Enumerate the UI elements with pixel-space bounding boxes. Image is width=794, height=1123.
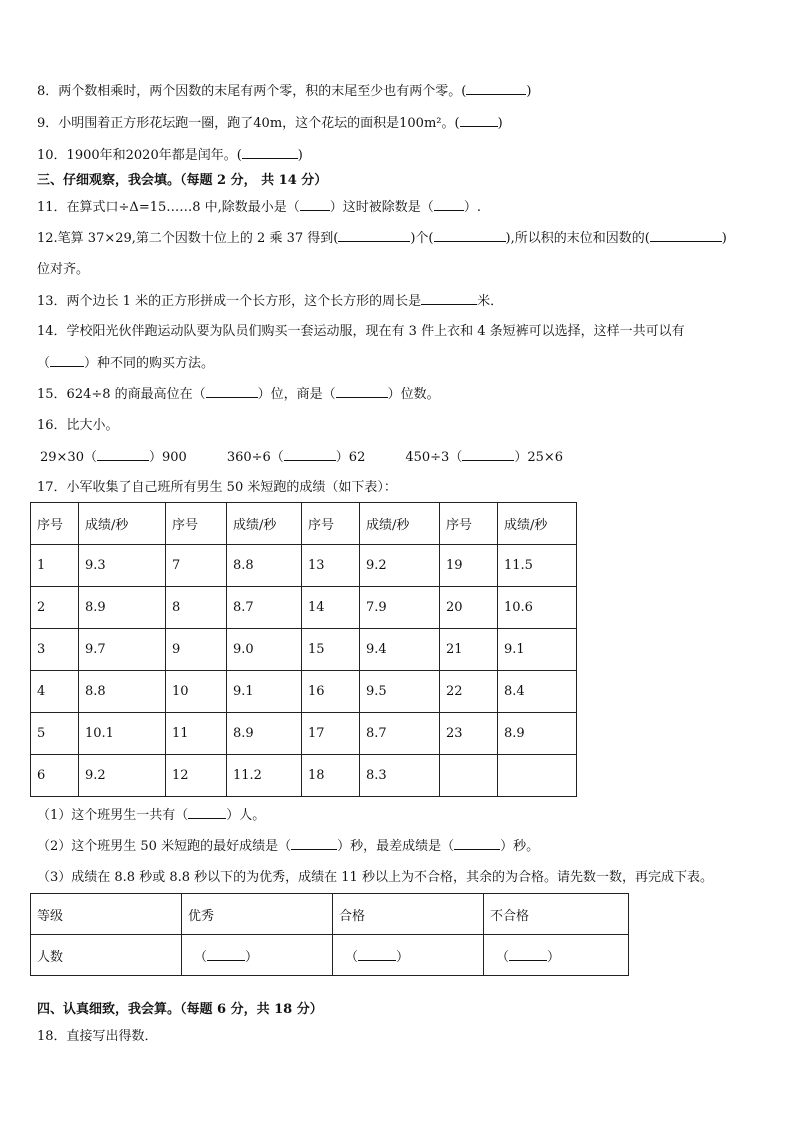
score-table — [30, 502, 577, 797]
table-cell: 19 — [440, 545, 498, 587]
table-cell: 8.8 — [227, 545, 302, 587]
table-cell: 10.6 — [498, 587, 577, 629]
table-header-row — [31, 503, 577, 545]
compare-3: 450÷3（ ）25×6 — [405, 450, 564, 465]
table-cell: 2 — [31, 587, 79, 629]
answer-blank-12c[interactable] — [650, 229, 722, 242]
table-header-cell: 不合格 — [484, 894, 629, 935]
table-cell: 9.2 — [79, 755, 166, 797]
question-11: 11．在算式口÷Δ=15……8 中,除数最小是（ ）这时被除数是（ ）. — [37, 200, 481, 215]
answer-blank-17-2a[interactable] — [291, 837, 337, 850]
table-cell: 9.4 — [360, 629, 440, 671]
table-cell: 4 — [31, 671, 79, 713]
table-cell: 6 — [31, 755, 79, 797]
table-header-cell: 序号 — [31, 503, 79, 545]
answer-blank-16c[interactable] — [462, 448, 514, 461]
answer-blank[interactable] — [358, 948, 396, 961]
question-17-2: （2）这个班男生 50 米短跑的最好成绩是（ ）秒，最差成绩是（ ）秒。 — [37, 839, 540, 854]
table-cell: 8.3 — [360, 755, 440, 797]
table-cell: 3 — [31, 629, 79, 671]
question-16: 16．比大小。 — [37, 418, 119, 433]
table-header-cell: 序号 — [166, 503, 227, 545]
table-cell: 8.7 — [360, 713, 440, 755]
question-15: 15．624÷8 的商最高位在（ ）位，商是（ ）位数。 — [37, 387, 440, 402]
answer-blank-12a[interactable] — [338, 229, 410, 242]
table-cell: 22 — [440, 671, 498, 713]
answer-blank-17-2b[interactable] — [454, 837, 500, 850]
table-cell: 11 — [166, 713, 227, 755]
table-cell: 15 — [302, 629, 360, 671]
question-12: 12.笔算 37×29,第二个因数十位上的 2 乘 37 得到( )个( ),所以积的末位和因数的( ) — [37, 231, 727, 246]
table-header-cell: 成绩/秒 — [498, 503, 577, 545]
table-cell: 8.8 — [79, 671, 166, 713]
table-cell — [498, 755, 577, 797]
answer-blank[interactable] — [207, 948, 245, 961]
table-header-row — [31, 894, 629, 935]
section-3-heading: 三、仔细观察，我会填。（每题 2 分， 共 14 分） — [37, 173, 328, 188]
table-cell: 18 — [302, 755, 360, 797]
table-header-cell: 成绩/秒 — [360, 503, 440, 545]
table-row — [31, 935, 629, 976]
table-cell: 23 — [440, 713, 498, 755]
question-17-1: （1）这个班男生一共有（ ）人。 — [37, 808, 266, 823]
table-cell: 5 — [31, 713, 79, 755]
answer-blank-13[interactable] — [421, 292, 477, 305]
answer-blank-15a[interactable] — [206, 385, 258, 398]
table-cell: 9 — [166, 629, 227, 671]
answer-blank[interactable] — [509, 948, 547, 961]
table-cell: 9.1 — [227, 671, 302, 713]
question-14-cont: （ ）种不同的购买方法。 — [37, 356, 215, 371]
question-12-cont: 位对齐。 — [37, 262, 90, 277]
table-row — [31, 587, 577, 629]
answer-blank-15b[interactable] — [336, 385, 388, 398]
table-cell: 9.0 — [227, 629, 302, 671]
table-cell: 10.1 — [79, 713, 166, 755]
grade-table — [30, 893, 629, 976]
section-4-heading: 四、认真细致，我会算。（每题 6 分，共 18 分） — [37, 1002, 323, 1017]
table-cell: 12 — [166, 755, 227, 797]
compare-1: 29×30（ ）900 — [40, 450, 187, 465]
table-cell: 8.7 — [227, 587, 302, 629]
question-18: 18．直接写出得数． — [37, 1029, 158, 1044]
table-row — [31, 545, 577, 587]
table-header-cell: 等级 — [31, 894, 182, 935]
compare-2: 360÷6（ ）62 — [226, 450, 366, 465]
answer-blank-12b[interactable] — [434, 229, 506, 242]
answer-blank-17-1[interactable] — [188, 806, 226, 819]
table-cell: 8.9 — [498, 713, 577, 755]
table-cell: 21 — [440, 629, 498, 671]
table-cell: 7 — [166, 545, 227, 587]
table-cell: 9.7 — [79, 629, 166, 671]
table-cell: 7.9 — [360, 587, 440, 629]
question-13: 13．两个边长 1 米的正方形拼成一个长方形，这个长方形的周长是 米． — [37, 294, 504, 309]
table-cell: 10 — [166, 671, 227, 713]
question-17: 17．小军收集了自己班所有男生 50 米短跑的成绩（如下表）： — [37, 480, 397, 495]
table-cell: 8.9 — [79, 587, 166, 629]
table-cell: 9.2 — [360, 545, 440, 587]
question-9: 9．小明围着正方形花坛跑一圈，跑了40m，这个花坛的面积是100m²。( ) — [37, 116, 503, 131]
answer-blank-10[interactable] — [242, 146, 298, 159]
table-header-cell: 优秀 — [182, 894, 333, 935]
answer-blank-14[interactable] — [50, 354, 84, 367]
table-row — [31, 671, 577, 713]
table-cell: 14 — [302, 587, 360, 629]
question-14: 14．学校阳光伙伴跑运动队要为队员们购买一套运动服，现在有 3 件上衣和 4 条短裤可以选择，这样一共可以有 — [37, 324, 685, 339]
question-10: 10．1900年和2020年都是闰年。( ) — [37, 148, 303, 163]
table-cell: 9.1 — [498, 629, 577, 671]
table-cell: 人数 — [31, 935, 182, 976]
answer-blank-8[interactable] — [466, 82, 526, 95]
table-cell — [440, 755, 498, 797]
table-cell: 11.5 — [498, 545, 577, 587]
table-cell: 8.9 — [227, 713, 302, 755]
grade-answer-excellent[interactable]: （ ） — [182, 935, 333, 976]
answer-blank-9[interactable] — [460, 114, 498, 127]
table-row — [31, 755, 577, 797]
table-cell: 1 — [31, 545, 79, 587]
question-17-3: （3）成绩在 8.8 秒或 8.8 秒以下的为优秀，成绩在 11 秒以上为不合格，其余的为合格。请先数一数，再完成下表。 — [37, 870, 713, 885]
compare-row — [40, 448, 563, 467]
answer-blank-11a[interactable] — [300, 198, 330, 211]
question-8: 8．两个数相乘时，两个因数的末尾有两个零，积的末尾至少也有两个零。( ) — [37, 84, 532, 99]
table-cell: 11.2 — [227, 755, 302, 797]
table-header-cell: 序号 — [302, 503, 360, 545]
table-cell: 13 — [302, 545, 360, 587]
table-header-cell: 成绩/秒 — [79, 503, 166, 545]
answer-blank-16b[interactable] — [284, 448, 336, 461]
table-row — [31, 713, 577, 755]
grade-answer-fail[interactable]: （ ） — [484, 935, 629, 976]
table-header-cell: 成绩/秒 — [227, 503, 302, 545]
grade-answer-pass[interactable]: （ ） — [333, 935, 484, 976]
table-cell: 9.3 — [79, 545, 166, 587]
table-header-cell: 序号 — [440, 503, 498, 545]
table-cell: 20 — [440, 587, 498, 629]
table-header-cell: 合格 — [333, 894, 484, 935]
table-cell: 8 — [166, 587, 227, 629]
table-row — [31, 629, 577, 671]
answer-blank-11b[interactable] — [434, 198, 464, 211]
answer-blank-16a[interactable] — [97, 448, 149, 461]
table-cell: 8.4 — [498, 671, 577, 713]
table-cell: 16 — [302, 671, 360, 713]
table-cell: 17 — [302, 713, 360, 755]
table-cell: 9.5 — [360, 671, 440, 713]
